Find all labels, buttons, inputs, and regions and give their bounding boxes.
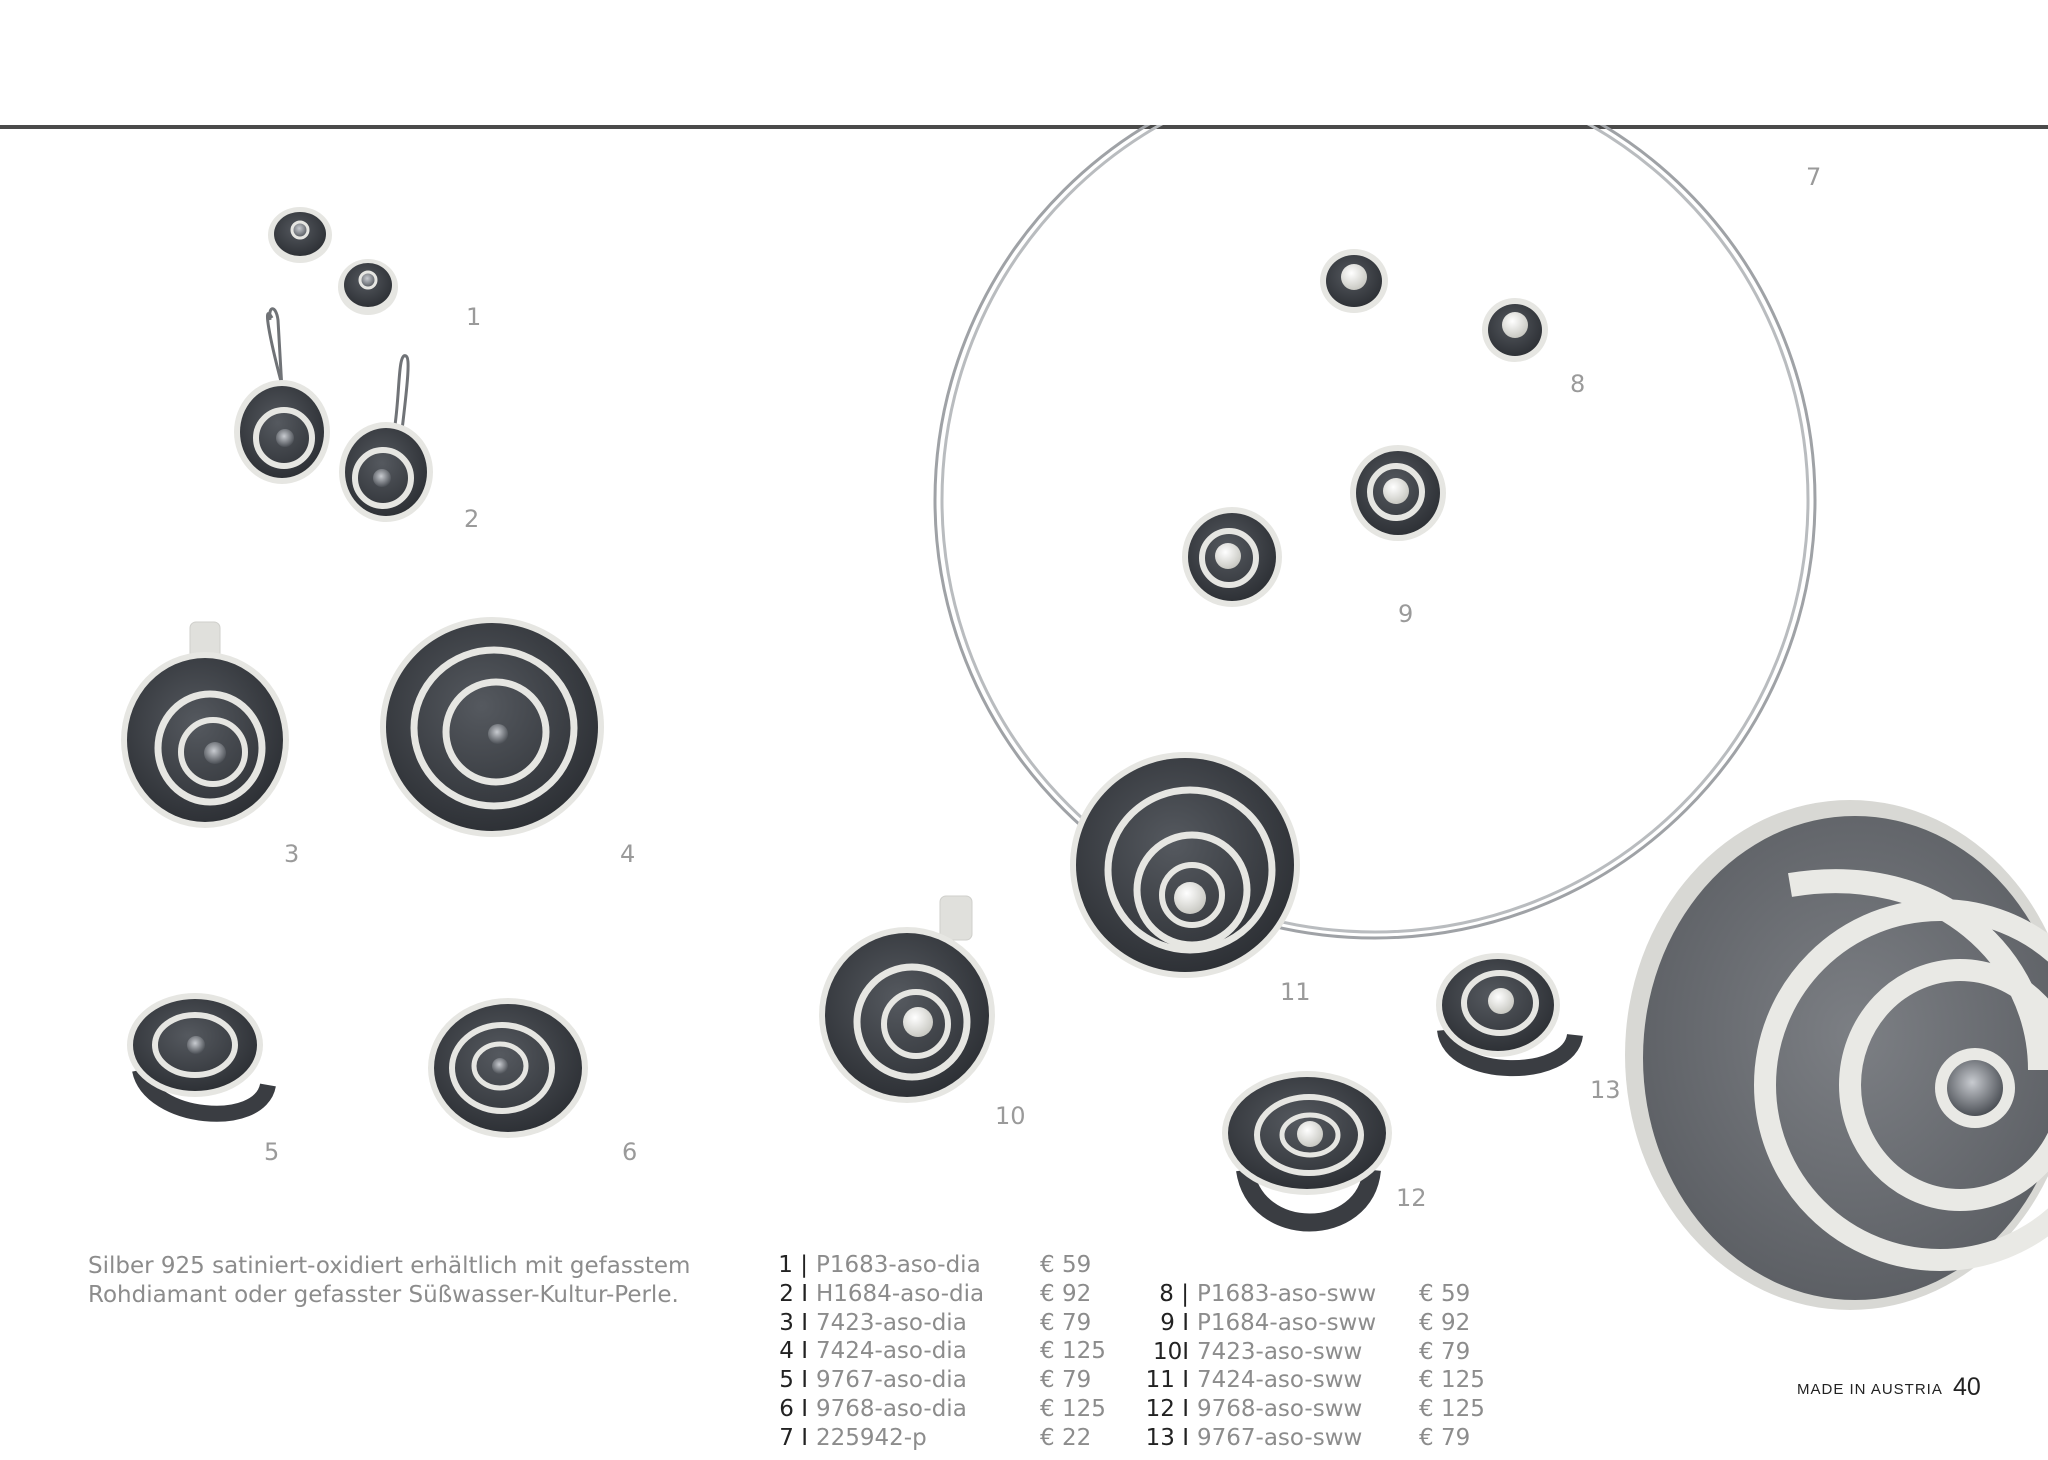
item-code: 7423-aso-dia bbox=[816, 1309, 967, 1336]
item-number-6: 6 bbox=[622, 1138, 638, 1166]
item-9-pearl-earrings bbox=[1182, 445, 1446, 607]
item-price: € 22 bbox=[1040, 1424, 1092, 1451]
item-num: 1 | bbox=[778, 1252, 808, 1278]
item-num: 3 I bbox=[779, 1309, 808, 1336]
item-code: 225942-p bbox=[816, 1424, 927, 1451]
item-num: 6 I bbox=[779, 1395, 808, 1422]
item-code: 9767-aso-dia bbox=[816, 1367, 967, 1394]
item-number-9: 9 bbox=[1398, 600, 1414, 628]
item-num: 11 I bbox=[1145, 1367, 1189, 1394]
item-number-13: 13 bbox=[1590, 1076, 1621, 1104]
item-code: H1684-aso-dia bbox=[816, 1280, 985, 1307]
item-code: 7423-aso-sww bbox=[1197, 1338, 1363, 1365]
item-number-2: 2 bbox=[464, 505, 480, 533]
item-price: € 92 bbox=[1040, 1280, 1092, 1307]
item-number-4: 4 bbox=[620, 840, 636, 868]
item-num: 12 I bbox=[1145, 1396, 1189, 1423]
item-4-pendant bbox=[380, 617, 604, 837]
item-price: € 92 bbox=[1419, 1309, 1471, 1336]
item-10-pearl-pendant bbox=[819, 896, 995, 1103]
item-2-hook-earrings bbox=[234, 309, 433, 522]
item-3-pendant bbox=[121, 622, 289, 828]
item-number-12: 12 bbox=[1396, 1184, 1427, 1212]
item-5-ring bbox=[127, 993, 268, 1114]
item-num: 7 I bbox=[779, 1424, 808, 1451]
page-number: 40 bbox=[1953, 1373, 1981, 1401]
item-num: 5 I bbox=[779, 1367, 808, 1394]
item-1-stud-earrings bbox=[268, 207, 398, 315]
item-num: 9 I bbox=[1160, 1309, 1189, 1336]
item-price: € 79 bbox=[1040, 1309, 1092, 1336]
item-code: 9768-aso-sww bbox=[1197, 1396, 1363, 1423]
product-description: Silber 925 satiniert-oxidiert erhältlich mit gefasstem Rohdiamant oder gefasster Süßwasser-Kultur-Perle. bbox=[88, 1253, 691, 1308]
item-12-pearl-ring bbox=[1222, 1071, 1392, 1223]
item-code: P1683-aso-dia bbox=[816, 1252, 981, 1278]
item-price: € 125 bbox=[1419, 1367, 1485, 1394]
item-price: € 125 bbox=[1040, 1338, 1106, 1365]
item-number-1: 1 bbox=[466, 303, 482, 331]
item-code: 7424-aso-dia bbox=[816, 1338, 967, 1365]
item-number-5: 5 bbox=[264, 1138, 280, 1166]
made-in-label: MADE IN AUSTRIA bbox=[1797, 1381, 1943, 1398]
item-number-8: 8 bbox=[1570, 370, 1586, 398]
item-price: € 125 bbox=[1040, 1395, 1106, 1422]
item-num: 2 I bbox=[779, 1280, 808, 1307]
item-number-10: 10 bbox=[995, 1102, 1026, 1130]
item-8-pearl-studs bbox=[1320, 249, 1548, 362]
item-11-necklace-pendant bbox=[1070, 752, 1300, 978]
item-num: 10I bbox=[1152, 1338, 1189, 1365]
item-number-7: 7 bbox=[1806, 163, 1822, 191]
item-price: € 59 bbox=[1419, 1281, 1471, 1307]
item-code: 9768-aso-dia bbox=[816, 1395, 967, 1422]
item-num: 13 I bbox=[1145, 1424, 1189, 1451]
item-code: P1683-aso-sww bbox=[1197, 1281, 1377, 1307]
item-price: € 59 bbox=[1040, 1252, 1092, 1278]
item-price: € 79 bbox=[1419, 1424, 1471, 1451]
item-code: P1684-aso-sww bbox=[1197, 1309, 1377, 1336]
item-number-3: 3 bbox=[284, 840, 300, 868]
item-price: € 79 bbox=[1419, 1338, 1471, 1365]
item-price: € 125 bbox=[1419, 1396, 1485, 1423]
item-6-ring bbox=[428, 998, 588, 1138]
closeup-pendant-image bbox=[1625, 800, 2048, 1310]
item-13-pearl-ring bbox=[1436, 953, 1575, 1068]
item-code: 7424-aso-sww bbox=[1197, 1367, 1363, 1394]
item-price: € 79 bbox=[1040, 1367, 1092, 1394]
item-number-11: 11 bbox=[1280, 978, 1311, 1006]
item-num: 8 | bbox=[1159, 1281, 1189, 1307]
item-num: 4 I bbox=[779, 1338, 808, 1365]
item-code: 9767-aso-sww bbox=[1197, 1424, 1363, 1451]
